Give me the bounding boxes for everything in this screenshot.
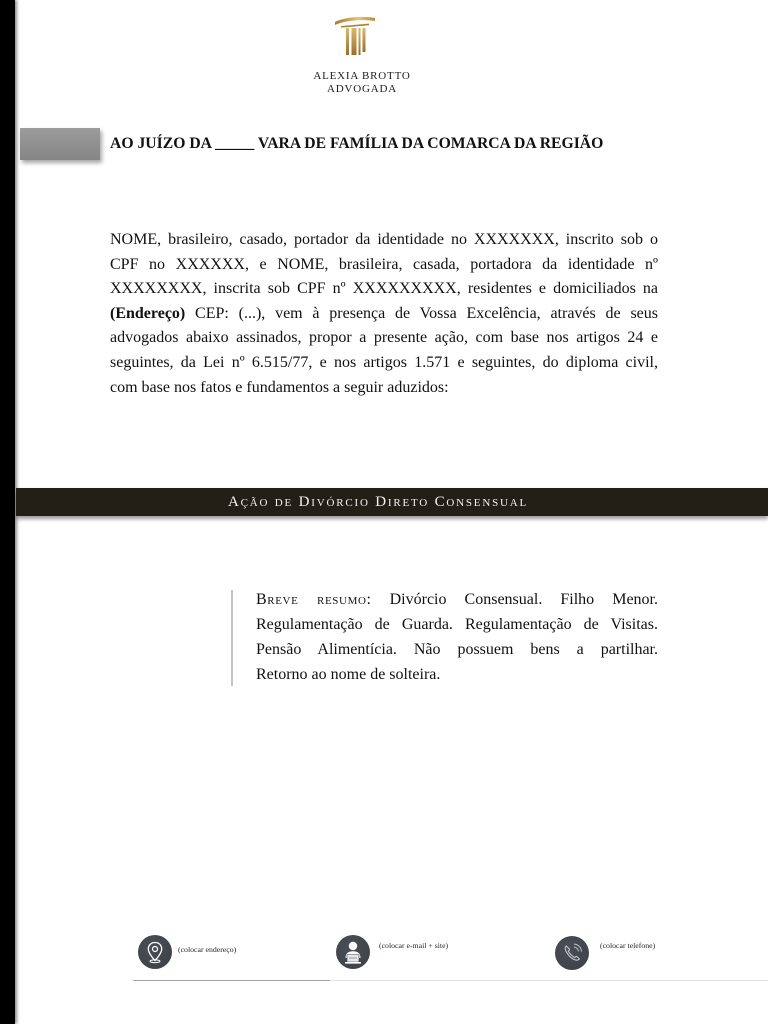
intro-line-text: CEP: (...), vem à presença de Vossa Excelência, através de seus xyxy=(185,304,658,322)
logo-name: ALEXIA BROTTO xyxy=(313,70,411,82)
footer-address-label: (colocar endereço) xyxy=(178,945,237,954)
intro-line xyxy=(110,302,658,327)
intro-line: XXXXXXXX, inscrita sob CPF nº XXXXXXXXX, residentes e domiciliados na xyxy=(110,280,658,298)
intro-line: com base nos fatos e fundamentos a seguir aduzidos: xyxy=(110,378,449,396)
left-edge-bar xyxy=(0,0,15,1024)
heading-accent-block xyxy=(20,128,100,160)
footer-phone-label: (colocar telefone) xyxy=(600,941,656,950)
footer-email-label: (colocar e-mail + site) xyxy=(379,941,449,950)
summary-line: Retorno ao nome de solteira. xyxy=(256,666,441,683)
logo-subtitle: ADVOGADA xyxy=(327,83,397,95)
section-banner xyxy=(16,488,768,516)
summary-label: Breve resumo: xyxy=(256,591,372,608)
page-heading: AO JUÍZO DA _____ VARA DE FAMÍLIA DA COMARCA DA REGIÃO xyxy=(110,135,604,152)
summary-rule xyxy=(231,590,233,686)
user-laptop-icon xyxy=(336,935,370,969)
intro-paragraph xyxy=(110,228,658,400)
banner-title: Ação de Divórcio Direto Consensual xyxy=(228,494,528,510)
location-pin-icon xyxy=(138,935,172,969)
column-pillar-icon xyxy=(333,15,377,57)
summary-line xyxy=(256,587,658,612)
summary-line: Pensão Alimentícia. Não possuem bens a partilhar. xyxy=(256,641,658,658)
address-placeholder: (Endereço) xyxy=(110,304,186,322)
footer-divider xyxy=(330,980,768,981)
phone-icon xyxy=(555,936,589,970)
summary-line: Regulamentação de Guarda. Regulamentação de Visitas. xyxy=(256,616,658,633)
intro-line: CPF no XXXXXX, e NOME, brasileira, casada, portadora da identidade nº xyxy=(110,255,658,273)
intro-line: seguintes, da Lei nº 6.515/77, e nos artigos 1.571 e seguintes, do diploma civil, xyxy=(110,353,658,371)
summary-block xyxy=(256,587,658,687)
intro-line: NOME, brasileiro, casado, portador da identidade no XXXXXXX, inscrito sob o xyxy=(110,231,658,248)
intro-line: advogados abaixo assinados, propor a presente ação, com base nos artigos 24 e xyxy=(110,329,658,347)
footer-divider xyxy=(133,980,330,981)
summary-line-text: Divórcio Consensual. Filho Menor. xyxy=(389,591,658,608)
